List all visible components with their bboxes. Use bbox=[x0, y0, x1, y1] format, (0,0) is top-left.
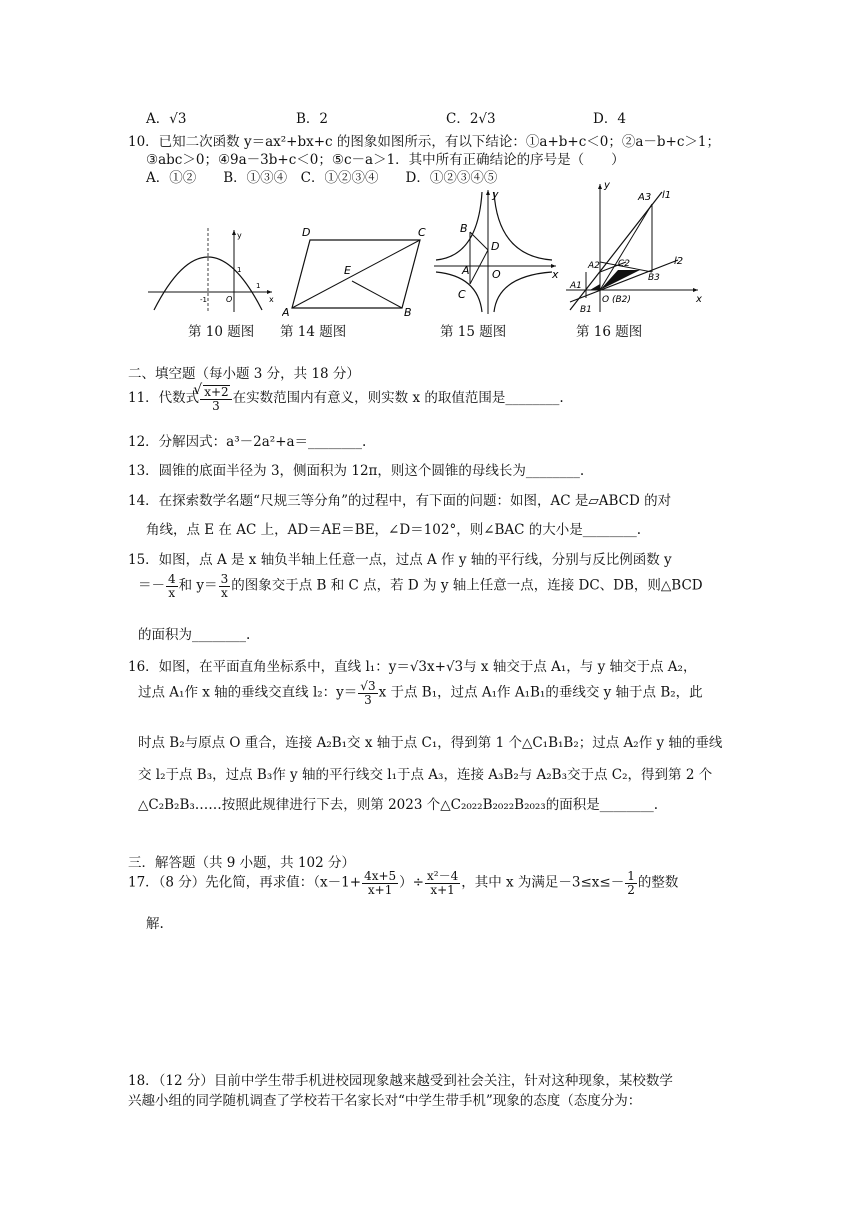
q15-line2-mid: 和 y＝ bbox=[178, 577, 218, 594]
q17-f1-num: 4x+5 bbox=[364, 869, 397, 883]
q9-option-d: D．4 bbox=[593, 111, 626, 127]
fig16-C2: C2 bbox=[618, 259, 631, 269]
fig14-D: D bbox=[302, 226, 311, 239]
fig15-D: D bbox=[491, 240, 500, 253]
q15-line3: 的面积为________. bbox=[138, 627, 251, 643]
q16-line2-pre: 过点 A₁作 x 轴的垂线交直线 l₂：y＝ bbox=[138, 684, 358, 701]
q15-fraction-1 bbox=[166, 573, 178, 599]
q13: 13．圆锥的底面半径为 3，侧面积为 12π，则这个圆锥的母线长为________. bbox=[128, 463, 585, 479]
q11 bbox=[128, 385, 564, 412]
q17-line2: 解. bbox=[146, 916, 164, 932]
q15-line1: 15．如图，点 A 是 x 轴负半轴上任意一点，过点 A 作 y 轴的平行线，分别与反比例函数 y bbox=[128, 552, 672, 568]
q16-f-num: √3 bbox=[360, 679, 376, 693]
fig16-y: y bbox=[604, 180, 610, 191]
figure-16-lines bbox=[566, 178, 710, 314]
q11-den: 3 bbox=[212, 398, 220, 413]
caption-fig10: 第 10 题图 bbox=[188, 324, 255, 340]
q17-fraction-2 bbox=[425, 870, 460, 896]
q15-f1-num: 4 bbox=[168, 572, 176, 586]
fig16-origin: O (B2) bbox=[602, 295, 631, 305]
q15-f2-den: x bbox=[220, 585, 228, 600]
fig15-O: O bbox=[492, 268, 501, 281]
q16-line2-post: x 于点 B₁，过点 A₁作 A₁B₁的垂线交 y 轴于点 B₂，此 bbox=[378, 684, 703, 701]
q12: 12．分解因式：a³－2a²+a＝________. bbox=[128, 434, 367, 450]
fig16-B3: B3 bbox=[648, 273, 660, 283]
q17-f2-den: x+1 bbox=[430, 882, 455, 897]
q17-fraction-1 bbox=[362, 870, 398, 896]
q15-fraction-2 bbox=[219, 573, 231, 599]
q17-post2: 的整数 bbox=[637, 874, 679, 891]
q16-fraction bbox=[358, 680, 377, 706]
q11-post: 在实数范围内有意义，则实数 x 的取值范围是________. bbox=[232, 390, 564, 407]
figure-10-parabola bbox=[148, 228, 278, 312]
fig16-x: x bbox=[696, 294, 702, 305]
q15-f2-num: 3 bbox=[220, 572, 229, 586]
figure-14-parallelogram bbox=[282, 222, 432, 318]
q16-line1: 16．如图，在平面直角坐标系中，直线 l₁：y＝√3x+√3与 x 轴交于点 A₁，与 y 轴交于点 A₂， bbox=[128, 659, 697, 675]
fig15-C: C bbox=[458, 288, 466, 301]
q17-pre: 17．（8 分）先化简，再求值：（x－1+ bbox=[128, 874, 362, 891]
q16-line3: 时点 B₂与原点 O 重合，连接 A₂B₁交 x 轴于点 C₁，得到第 1 个△C₁B₁B₂；过点 A₂作 y 轴的垂线 bbox=[138, 735, 723, 751]
fig16-A3: A3 bbox=[638, 192, 652, 203]
q17-line1 bbox=[128, 870, 678, 896]
q10-line1: 10．已知二次函数 y＝ax²+bx+c 的图象如图所示，有以下结论：①a+b+c＜0；②a－b+c＞1； bbox=[128, 134, 721, 150]
caption-fig14: 第 14 题图 bbox=[280, 324, 347, 340]
fig14-A: A bbox=[282, 306, 290, 318]
q10-line3: A．①② B．①③④ C．①②③④ D．①②③④⑤ bbox=[146, 170, 498, 186]
q11-fraction bbox=[200, 385, 231, 412]
fig16-B1: B1 bbox=[580, 305, 592, 314]
fig15-A: A bbox=[462, 264, 470, 277]
q9-option-b: B．2 bbox=[296, 111, 329, 127]
fig14-B: B bbox=[404, 306, 412, 318]
q11-pre: 11．代数式 bbox=[128, 390, 200, 407]
q10-line2: ③abc＞0；④9a－3b+c＜0；⑤c－a＞1．其中所有正确结论的序号是（ ） bbox=[146, 152, 625, 168]
fig10-x-label: x bbox=[269, 295, 274, 304]
q18-line1: 18．（12 分）目前中学生带手机进校园现象越来越受到社会关注，针对这种现象，某校数学 bbox=[128, 1073, 673, 1089]
fig15-B: B bbox=[460, 222, 468, 235]
fig10-one-y: 1 bbox=[237, 266, 242, 274]
q14-line2: 角线，点 E 在 AC 上，AD＝AE＝BE，∠D＝102°，则∠BAC 的大小是________. bbox=[146, 522, 642, 538]
q16-line2 bbox=[138, 680, 703, 706]
q11-sqrt: √ x+2 bbox=[203, 385, 229, 399]
q17-f2-num: x²－4 bbox=[426, 869, 459, 883]
fig10-neg1: -1 bbox=[200, 296, 207, 304]
q9-option-c: C．2√3 bbox=[446, 111, 496, 127]
q15-line2 bbox=[138, 573, 703, 599]
q17-fraction-3 bbox=[625, 870, 637, 896]
q18-line2: 兴趣小组的同学随机调查了学校若干名家长对“中学生带手机”现象的态度（态度分为： bbox=[128, 1093, 642, 1109]
q17-post: ，其中 x 为满足－3≤x≤－ bbox=[461, 874, 625, 891]
q17-f1-den: x+1 bbox=[367, 882, 393, 897]
section-3-heading: 三．解答题（共 9 小题，共 102 分） bbox=[128, 855, 356, 871]
figure-15-hyperbolas bbox=[432, 188, 564, 316]
fig16-A1: A1 bbox=[570, 281, 582, 291]
q17-mid: ）÷ bbox=[399, 874, 424, 891]
q16-line5: △C₂B₂B₃……按照此规律进行下去，则第 2023 个△C₂₀₂₂B₂₀₂₂B₂₀₂₃的面积是________. bbox=[138, 797, 659, 813]
q15-f1-den: x bbox=[168, 585, 176, 600]
q17-f3-den: 2 bbox=[627, 882, 635, 897]
fig14-C: C bbox=[418, 226, 426, 239]
fig16-A2: A2 bbox=[588, 261, 600, 271]
caption-fig15: 第 15 题图 bbox=[440, 324, 507, 340]
fig16-l2: l2 bbox=[674, 256, 684, 267]
q9-option-a: A．√3 bbox=[146, 111, 187, 127]
fig14-E: E bbox=[344, 264, 351, 277]
q11-num bbox=[200, 385, 231, 400]
q16-f-den: 3 bbox=[364, 692, 372, 707]
fig10-one-x: 1 bbox=[256, 282, 261, 290]
fig10-origin: O bbox=[226, 295, 233, 304]
q16-line4: 交 l₂于点 B₃，过点 B₃作 y 轴的平行线交 l₁于点 A₃，连接 A₃B₂与 A₂B₃交于点 C₂，得到第 2 个 bbox=[138, 767, 713, 783]
fig15-y: y bbox=[492, 188, 499, 201]
fig16-l1: l1 bbox=[662, 190, 672, 201]
section-2-heading: 二、填空题（每小题 3 分，共 18 分） bbox=[128, 366, 360, 382]
fig15-x: x bbox=[552, 268, 559, 281]
q15-line2-post: 的图象交于点 B 和 C 点，若 D 为 y 轴上任意一点，连接 DC、DB，则△BCD bbox=[231, 577, 703, 594]
caption-fig16: 第 16 题图 bbox=[576, 324, 643, 340]
q15-line2-pre: ＝－ bbox=[138, 577, 165, 594]
q14-line1: 14．在探索数学名题“尺规三等分角”的过程中，有下面的问题：如图，AC 是▱ABCD 的对 bbox=[128, 493, 672, 509]
q17-f3-num: 1 bbox=[627, 869, 635, 883]
fig10-y-label: y bbox=[237, 231, 242, 240]
